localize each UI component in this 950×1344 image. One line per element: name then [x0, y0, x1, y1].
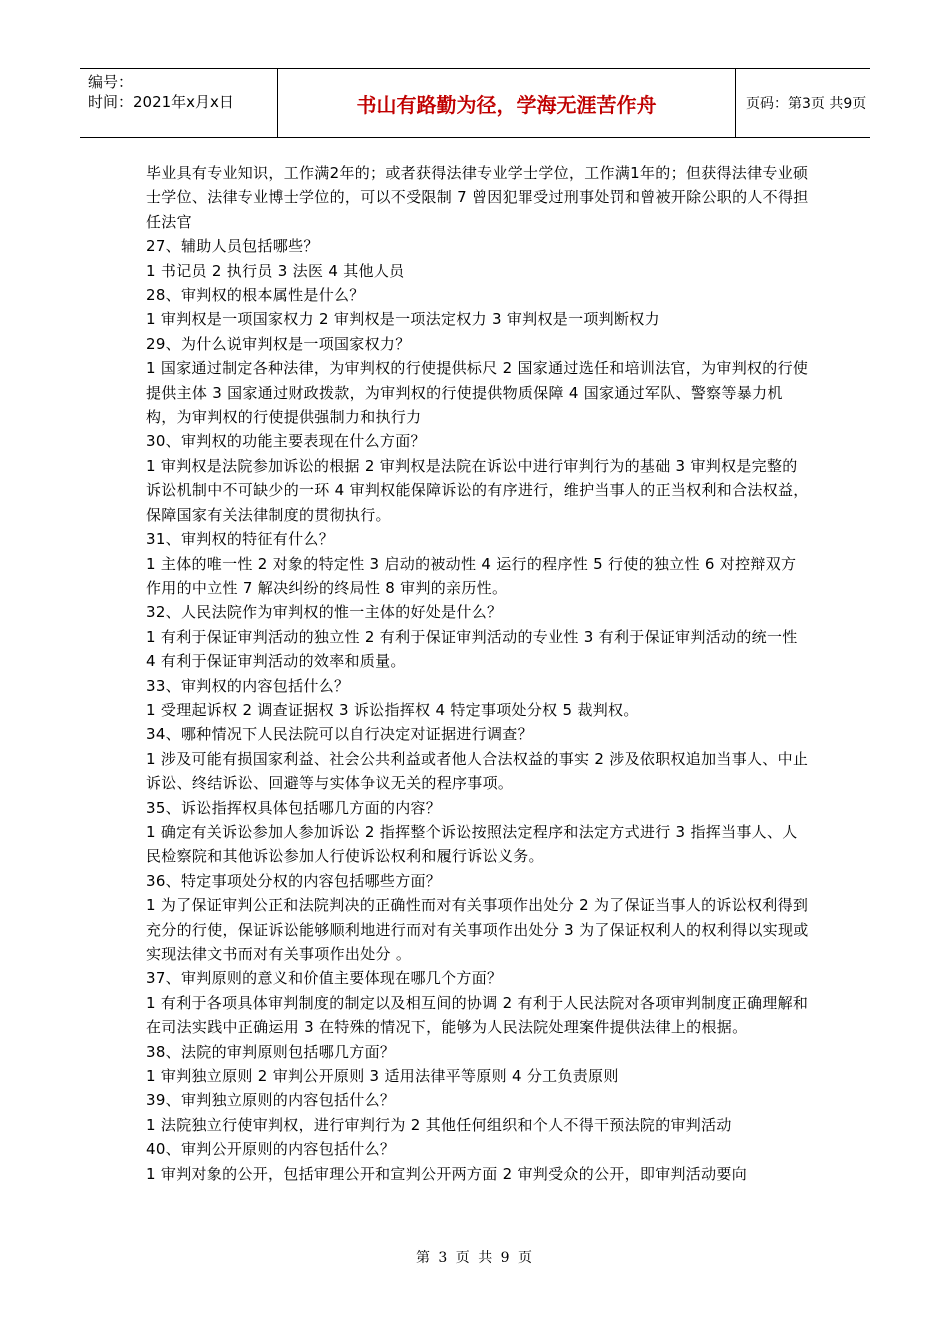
answer: 1 审判权是法院参加诉讼的根据 2 审判权是法院在诉讼中进行审判行为的基础 3 审判权是完整的诉讼机制中不可缺少的一环 4 审判权能保障诉讼的有序进行，维护当事人的正当权利和合法权益，保障国家有关法律制度的贯彻执行。: [146, 456, 809, 524]
question: 31、审判权的特征有什么？: [146, 530, 334, 549]
question: 40、审判公开原则的内容包括什么？: [146, 1140, 396, 1159]
answer: 1 审判独立原则 2 审判公开原则 3 适用法律平等原则 4 分工负责原则: [146, 1067, 619, 1086]
answer: 1 主体的唯一性 2 对象的特定性 3 启动的被动性 4 运行的程序性 5 行使的独立性 6 对控辩双方作用的中立性 7 解决纠纷的终局性 8 审判的亲历性。: [146, 554, 797, 597]
page-footer: 第 3 页 共 9 页: [415, 1250, 535, 1266]
document-time-label: 时间：2021年x月x日: [88, 93, 234, 111]
header-motto: 书山有路勤为径，学海无涯苦作舟: [278, 69, 736, 137]
question: 32、人民法院作为审判权的惟一主体的好处是什么？: [146, 603, 503, 622]
question: 34、哪种情况下人民法院可以自行决定对证据进行调查？: [146, 725, 533, 744]
header-meta: [80, 69, 278, 137]
header-page-info: 页码：第3页 共9页: [746, 96, 867, 112]
answer: 1 为了保证审判公正和法院判决的正确性而对有关事项作出处分 2 为了保证当事人的诉讼权利得到充分的行使，保证诉讼能够顺利地进行而对有关事项作出处分 3 为了保证权利人的权利得以实现或实现法律文书而对有关事项作出处分 。: [146, 896, 809, 963]
answer: 1 审判权是一项国家权力 2 审判权是一项法定权力 3 审判权是一项判断权力: [146, 310, 660, 329]
question: 33、审判权的内容包括什么？: [146, 676, 350, 695]
question: 29、为什么说审判权是一项国家权力？: [146, 334, 411, 353]
question: 36、特定事项处分权的内容包括哪些方面？: [146, 871, 442, 890]
answer: 1 审判对象的公开，包括审理公开和宣判公开两方面 2 审判受众的公开，即审判活动要向: [146, 1164, 747, 1183]
page-header: [80, 68, 870, 138]
question: 35、诉讼指挥权具体包括哪几方面的内容？: [146, 798, 442, 817]
answer: 1 法院独立行使审判权，进行审判行为 2 其他任何组织和个人不得干预法院的审判活动: [146, 1115, 732, 1134]
document-number-label: 编号：: [88, 73, 134, 91]
question: 39、审判独立原则的内容包括什么？: [146, 1091, 396, 1110]
document-body: [146, 161, 810, 1186]
paragraph: 毕业具有专业知识，工作满2年的；或者获得法律专业学士学位，工作满1年的；但获得法律专业硕士学位、法律专业博士学位的，可以不受限制 7 曾因犯罪受过刑事处罚和曾被开除公职的人不得担任法官: [146, 164, 809, 231]
answer: 1 确定有关诉讼参加人参加诉讼 2 指挥整个诉讼按照法定程序和法定方式进行 3 指挥当事人、人民检察院和其他诉讼参加人行使诉讼权利和履行诉讼义务。: [146, 822, 798, 866]
question: 30、审判权的功能主要表现在什么方面？: [146, 432, 426, 451]
answer: 1 有利于保证审判活动的独立性 2 有利于保证审判活动的专业性 3 有利于保证审判活动的统一性 4 有利于保证审判活动的效率和质量。: [146, 627, 798, 671]
question: 37、审判原则的意义和价值主要体现在哪几个方面？: [146, 969, 503, 988]
question: 38、法院的审判原则包括哪几方面？: [146, 1042, 396, 1061]
answer: 1 受理起诉权 2 调查证据权 3 诉讼指挥权 4 特定事项处分权 5 裁判权。: [146, 700, 639, 719]
question: 28、审判权的根本属性是什么？: [146, 286, 365, 305]
answer: 1 涉及可能有损国家利益、社会公共利益或者他人合法权益的事实 2 涉及依职权追加当事人、中止诉讼、终结诉讼、回避等与实体争议无关的程序事项。: [146, 749, 809, 793]
answer: 1 书记员 2 执行员 3 法医 4 其他人员: [146, 261, 405, 280]
answer: 1 有利于各项具体审判制度的制定以及相互间的协调 2 有利于人民法院对各项审判制度正确理解和在司法实践中正确运用 3 在特殊的情况下，能够为人民法院处理案件提供法律上的根据。: [146, 993, 809, 1037]
question: 27、辅助人员包括哪些？: [146, 237, 319, 256]
answer: 1 国家通过制定各种法律，为审判权的行使提供标尺 2 国家通过选任和培训法官，为审判权的行使提供主体 3 国家通过财政拨款，为审判权的行使提供物质保障 4 国家通过军队、警察等暴力机构，为审判权的行使提供强制力和执行力: [146, 359, 809, 427]
